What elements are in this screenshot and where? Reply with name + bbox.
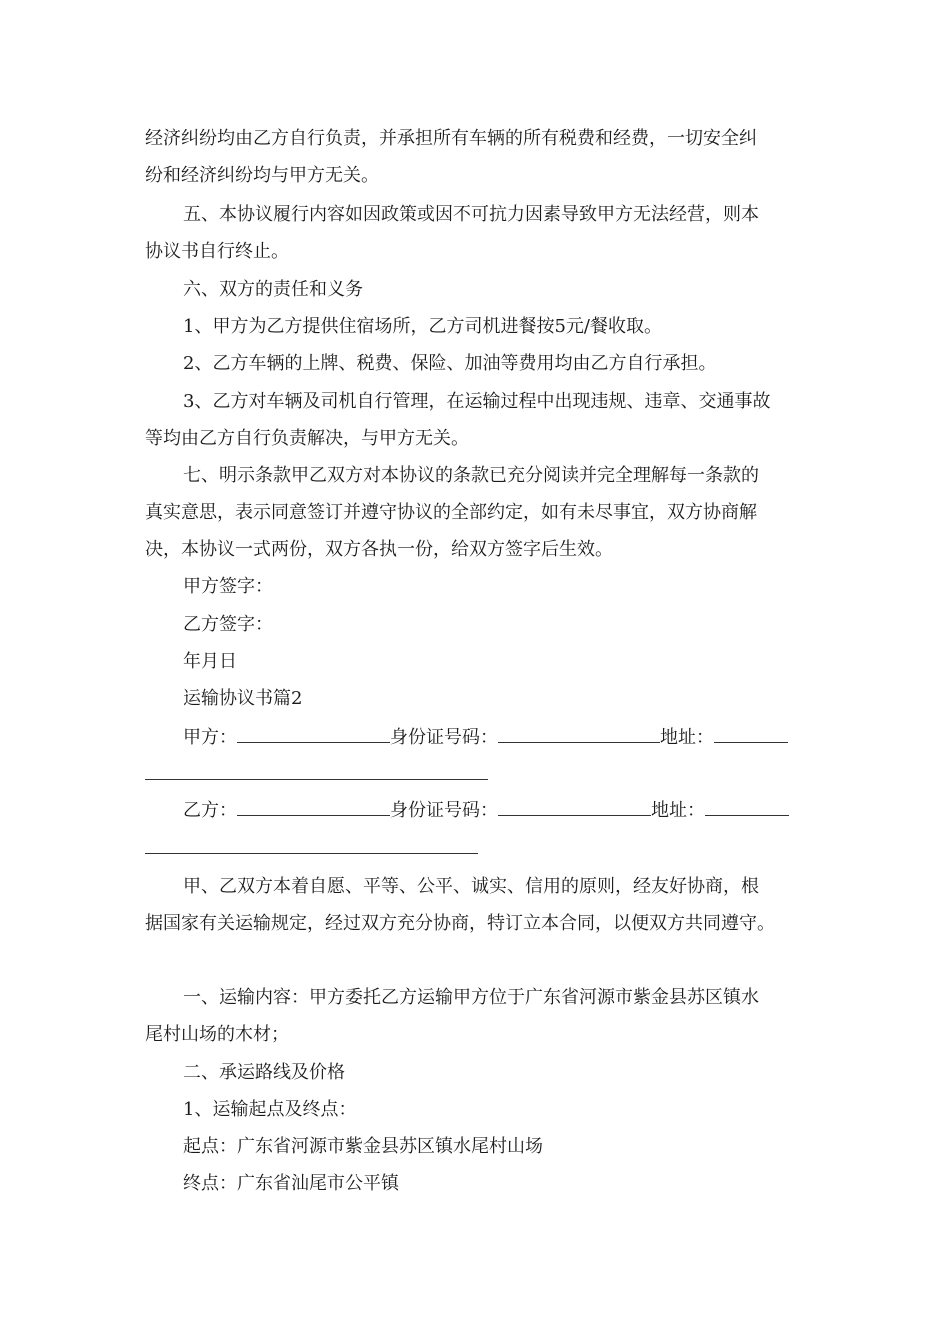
paragraph-line: 经济纠纷均由乙方自行负责，并承担所有车辆的所有税费和经费，一切安全纠 (145, 128, 757, 149)
party-a-signature-label: 甲方签字： (183, 576, 273, 597)
clause-six-item-1: 1、甲方为乙方提供住宿场所，乙方司机进餐按5元/餐收取。 (183, 316, 662, 337)
party-a-address-label: 地址： (660, 727, 714, 748)
start-point-line: 起点：广东省河源市紫金县苏区镇水尾村山场 (183, 1136, 543, 1157)
party-b-address-label: 地址： (651, 800, 705, 821)
paragraph-line: 尾村山场的木材； (145, 1024, 289, 1045)
clause-seven-line: 七、明示条款甲乙双方对本协议的条款已充分阅读并完全理解每一条款的 (183, 465, 759, 486)
clause-one-line: 一、运输内容：甲方委托乙方运输甲方位于广东省河源市紫金县苏区镇水 (183, 987, 759, 1008)
clause-five-line: 五、本协议履行内容如因政策或因不可抗力因素导致甲方无法经营，则本 (183, 204, 759, 225)
party-a-label: 甲方： (183, 727, 237, 748)
party-a-address-blank-continued (145, 779, 488, 780)
paragraph-line: 决，本协议一式两份，双方各执一份，给双方签字后生效。 (145, 539, 613, 560)
paragraph-line: 据国家有关运输规定，经过双方充分协商，特订立本合同，以便双方共同遵守。 (145, 913, 775, 934)
party-a-id-blank (498, 726, 660, 743)
party-a-name-blank (237, 726, 390, 743)
date-label: 年月日 (183, 651, 237, 672)
clause-two-item-1: 1、运输起点及终点： (183, 1099, 357, 1120)
end-point-line: 终点：广东省汕尾市公平镇 (183, 1173, 399, 1194)
preamble-line: 甲、乙双方本着自愿、平等、公平、诚实、信用的原则，经友好协商，根 (183, 876, 759, 897)
party-b-info-line (183, 799, 789, 823)
paragraph-line: 协议书自行终止。 (145, 241, 289, 262)
clause-six-item-3: 3、乙方对车辆及司机自行管理，在运输过程中出现违规、违章、交通事故 (183, 391, 771, 412)
party-b-address-blank-continued (145, 853, 478, 854)
clause-six-item-2: 2、乙方车辆的上牌、税费、保险、加油等费用均由乙方自行承担。 (183, 353, 717, 374)
party-b-id-blank (498, 799, 651, 816)
party-a-info-line (183, 726, 788, 750)
paragraph-line: 等均由乙方自行负责解决，与甲方无关。 (145, 428, 469, 449)
party-a-id-label: 身份证号码： (390, 727, 498, 748)
section-title: 运输协议书篇2 (183, 688, 303, 709)
party-b-address-blank (705, 799, 789, 816)
clause-six-heading: 六、双方的责任和义务 (183, 279, 363, 300)
party-b-signature-label: 乙方签字： (183, 614, 273, 635)
party-b-label: 乙方： (183, 800, 237, 821)
paragraph-line: 纷和经济纠纷均与甲方无关。 (145, 165, 379, 186)
paragraph-line: 真实意思，表示同意签订并遵守协议的全部约定，如有未尽事宜，双方协商解 (145, 502, 757, 523)
clause-two-heading: 二、承运路线及价格 (183, 1062, 345, 1083)
party-a-address-blank (714, 726, 788, 743)
party-b-id-label: 身份证号码： (390, 800, 498, 821)
party-b-name-blank (237, 799, 390, 816)
